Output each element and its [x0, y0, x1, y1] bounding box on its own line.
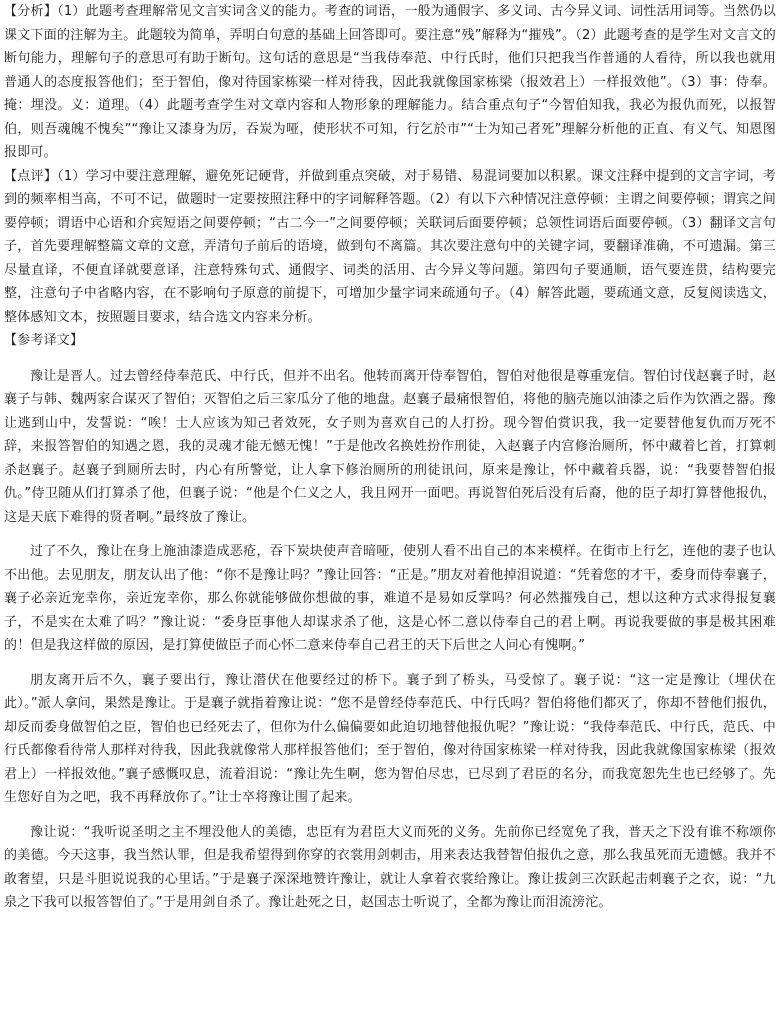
translation-heading: 【参考译文】	[4, 333, 84, 348]
comment-text: （1）学习中要注意理解，避免死记硬背，并做到重点突破，对于易错、易混词要加以积累。课文注释中提到的文言字词，考到的频率相当高，不可不记，做题时一定要按照注释中的字词解释答题。（2）有以下六种情况注意停顿：主谓之间要停顿；谓宾之间要停顿；谓语中心语和介宾短语之间要停顿；“古二今一”之间要停顿；关联词后面要停顿；总领性词语后面要停顿。（3）翻译文言句子，首先要理解整篇文章的文意，弄清句子前后的语境，做到句不离篇。其次要注意句中的关键字词，要翻译准确，不可遗漏。第三尽量直译，不便直译就要意译，注意特殊句式、通假字、词类的活用、古今异义等问题。第四句子要通顺，语气要连贯，结构要完整，注意句子中省略内容，在不影响句子原意的前提下，可增加少量字词来疏通句子。（4）解答此题，要疏通文意，反复阅读选文，整体感知文本，按照题目要求，结合选文内容来分析。	[4, 168, 776, 325]
translation-paragraph-2: 过了不久，豫让在身上施油漆造成恶疮，吞下炭块使声音暗哑，使别人看不出自己的本来模样。在街市上行乞，连他的妻子也认不出他。去见朋友，朋友认出了他：“你不是豫让吗？”豫让回答：“正是。”朋友对着他掉泪说道：“凭着您的才干，委身而侍奉襄子，襄子必亲近宠幸你，亲近宠幸你，那么你就能够做你想做的事，难道不是易如反掌吗？何必然摧残自己，想以这种方式求得报复襄子，不是实在太难了吗？”豫让说：“委身臣事他人却谋求杀了他，这是心怀二意以侍奉自己的君上啊。再说我要做的事是极其困难的！但是我这样做的原因，是打算使做臣子而心怀二意来侍奉自己君王的天下后世之人问心有愧啊。”	[4, 544, 776, 653]
analysis-tag: 【分析】	[4, 4, 58, 19]
comment-section	[4, 165, 776, 330]
translation-paragraph-4: 豫让说：“我听说圣明之主不埋没他人的美德，忠臣有为君臣大义而死的义务。先前你已经宽免了我，普天之下没有谁不称颂你的美德。今天这事，我当然认罪，但是我希望得到你穿的衣裳用剑刺击，用来表达我替智伯报仇之意，那么我虽死而无遗憾。我并不敢奢望，只是斗胆说说我的心里话。”于是襄子深深地赞许豫让，就让人拿着衣裳给豫让。豫让拔剑三次跃起击刺襄子之衣，说：“九泉之下我可以报答智伯了。”于是用剑自杀了。豫让赴死之日，赵国志士听说了，全都为豫让而泪流滂沱。	[4, 824, 776, 910]
translation-paragraph-1: 豫让是晋人。过去曾经侍奉范氏、中行氏，但并不出名。他转而离开侍奉智伯，智伯对他很是尊重宠信。智伯讨伐赵襄子时，赵襄子与韩、魏两家合谋灭了智伯；灭智伯之后三家瓜分了他的地盘。赵襄子最痛恨智伯，将他的脑壳施以油漆之后作为饮酒之器。豫让逃到山中，发誓说：“唉！士人应该为知己者效死，女子则为喜欢自己的人打扮。现今智伯赏识我，我一定要替他复仇而万死不辞，来报答智伯的知遇之恩，我的灵魂才能无憾无愧！”于是他改名换姓扮作刑徒，入赵襄子内宫修治厕所，怀中藏着匕首，打算刺杀赵襄子。赵襄子到厕所去时，内心有所警觉，让人拿下修治厕所的刑徒讯问，原来是豫让，怀中藏着兵器，说：“我要替智伯报仇。”侍卫随从们打算杀了他，但襄子说：“他是个仁义之人，我且网开一面吧。再说智伯死后没有后裔，他的臣子却打算替他报仇，这是天底下难得的贤者啊。”最终放了豫让。	[4, 368, 776, 525]
comment-tag: 【点评】	[4, 168, 58, 184]
translation-paragraph-3: 朋友离开后不久，襄子要出行，豫让潜伏在他要经过的桥下。襄子到了桥头，马受惊了。襄子说：“这一定是豫让（埋伏在此）。”派人拿问，果然是豫让。于是襄子就指着豫让说：“您不是曾经侍奉范氏、中行氏吗？智伯将他们都灭了，你却不替他们报仇，却反而委身做智伯之臣，智伯也已经死去了，但你为什么偏偏要如此迫切地替他报仇呢？”豫让说：“我侍奉范氏、中行氏，范氏、中行氏都像看待常人那样对待我，因此我就像常人那样报答他们；至于智伯，像对待国家栋梁一样对待我，因此我就像国家栋梁（报效君上）一样报效他。”襄子感慨叹息，流着泪说：“豫让先生啊，您为智伯尽忠，已尽到了君臣的名分，而我宽恕先生也已经够了。先生您好自为之吧，我不再释放你了。”让士卒将豫让围了起来。	[4, 672, 776, 805]
analysis-text: （1）此题考查理解常见文言实词含义的能力。考查的词语，一般为通假字、多义词、古今异义词、词性活用词等。当然仍以课文下面的注解为主。此题较为简单，弄明白句意的基础上回答即可。要注意“残”解释为“摧残”。（2）此题考查的是学生对文言文的断句能力，理解句子的意思可有助于断句。这句话的意思是“当我侍奉范、中行氏时，他们只把我当作普通的人看待，所以我也就用普通人的态度报答他们；至于智伯，像对待国家栋梁一样对待我，因此我就像国家栋梁（报效君上）一样报效他”。（3）事：侍奉。掩：埋没。义：道理。（4）此题考查学生对文章内容和人物形象的理解能力。结合重点句子“今智伯知我，我必为报仇而死，以报智伯，则吾魂魄不愧矣”“豫让又漆身为厉，吞炭为哑，使形状不可知，行乞於市”“士为知己者死”理解分析他的正直、有义气、知恩图报即可。	[4, 4, 776, 160]
analysis-section	[4, 0, 776, 165]
